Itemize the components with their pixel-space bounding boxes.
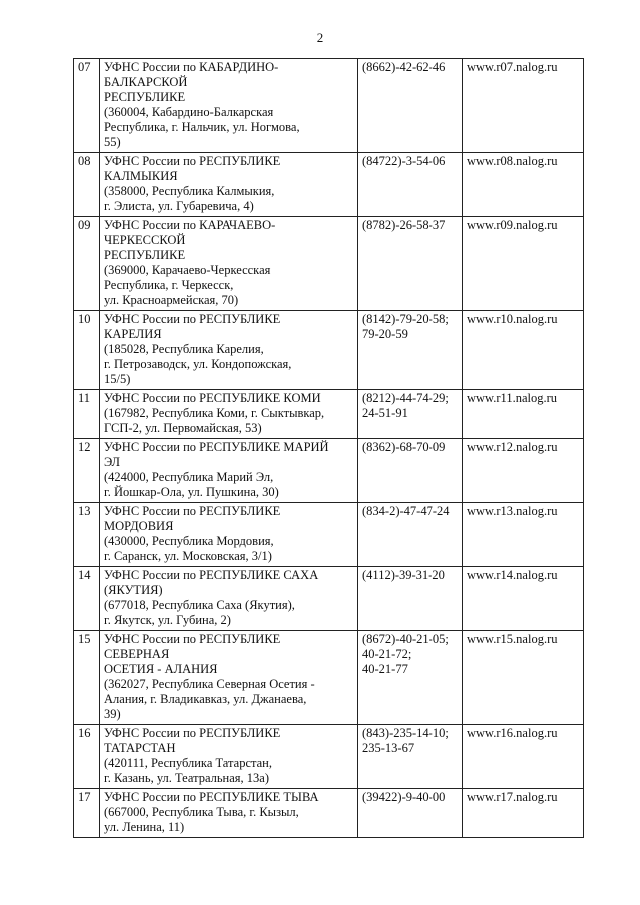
table-row: [74, 567, 584, 631]
phone-cell: [358, 503, 463, 567]
phone-number: (4112)-39-31-20: [362, 568, 445, 582]
office-text-line: (167982, Республика Коми, г. Сыктывкар,: [104, 406, 325, 420]
office-text-line: УФНС России по РЕСПУБЛИКЕ: [104, 632, 281, 646]
office-text-line: РЕСПУБЛИКЕ: [104, 90, 186, 104]
row-number: 09: [74, 217, 100, 311]
office-text-line: (424000, Республика Марий Эл,: [104, 470, 274, 484]
office-text-line: МОРДОВИЯ: [104, 519, 174, 533]
office-text-line: (667000, Республика Тыва, г. Кызыл,: [104, 805, 299, 819]
office-text-line: (185028, Республика Карелия,: [104, 342, 264, 356]
office-text-line: БАЛКАРСКОЙ: [104, 75, 188, 89]
office-text-line: УФНС России по РЕСПУБЛИКЕ: [104, 726, 281, 740]
office-name-address: [100, 725, 358, 789]
office-text-line: СЕВЕРНАЯ: [104, 647, 170, 661]
phone-number: 24-51-91: [362, 406, 408, 420]
table-row: [74, 311, 584, 390]
office-text-line: ул. Красноармейская, 70): [104, 293, 239, 307]
phone-number: (8672)-40-21-05;: [362, 632, 449, 646]
table-row: [74, 439, 584, 503]
table-row: [74, 503, 584, 567]
phone-number: (8142)-79-20-58;: [362, 312, 449, 326]
table-row: [74, 153, 584, 217]
office-text-line: 15/5): [104, 372, 131, 386]
phone-cell: [358, 439, 463, 503]
office-text-line: г. Йошкар-Ола, ул. Пушкина, 30): [104, 485, 279, 499]
office-name-address: [100, 217, 358, 311]
office-text-line: (677018, Республика Саха (Якутия),: [104, 598, 295, 612]
phone-number: (8212)-44-74-29;: [362, 391, 449, 405]
table-row: [74, 725, 584, 789]
phone-number: (8782)-26-58-37: [362, 218, 446, 232]
office-name-address: [100, 390, 358, 439]
office-text-line: УФНС России по РЕСПУБЛИКЕ МАРИЙ: [104, 440, 329, 454]
office-text-line: УФНС России по КАРАЧАЕВО-: [104, 218, 276, 232]
office-name-address: [100, 311, 358, 390]
website-link[interactable]: www.r14.nalog.ru: [463, 567, 584, 631]
row-number: 12: [74, 439, 100, 503]
office-name-address: [100, 503, 358, 567]
office-name-address: [100, 567, 358, 631]
office-name-address: [100, 631, 358, 725]
phone-number: (8662)-42-62-46: [362, 60, 446, 74]
office-text-line: УФНС России по РЕСПУБЛИКЕ САХА: [104, 568, 319, 582]
table-row: [74, 59, 584, 153]
website-link[interactable]: www.r07.nalog.ru: [463, 59, 584, 153]
table-row: [74, 217, 584, 311]
office-name-address: [100, 59, 358, 153]
office-name-address: [100, 789, 358, 838]
office-text-line: (430000, Республика Мордовия,: [104, 534, 274, 548]
office-text-line: УФНС России по РЕСПУБЛИКЕ КОМИ: [104, 391, 321, 405]
office-text-line: ОСЕТИЯ - АЛАНИЯ: [104, 662, 218, 676]
office-text-line: УФНС России по РЕСПУБЛИКЕ ТЫВА: [104, 790, 319, 804]
phone-cell: [358, 567, 463, 631]
phone-cell: [358, 789, 463, 838]
office-text-line: УФНС России по РЕСПУБЛИКЕ: [104, 154, 281, 168]
phone-cell: [358, 153, 463, 217]
phone-cell: [358, 217, 463, 311]
office-text-line: г. Якутск, ул. Губина, 2): [104, 613, 231, 627]
office-text-line: Республика, г. Нальчик, ул. Ногмова,: [104, 120, 300, 134]
table-row: [74, 631, 584, 725]
office-text-line: УФНС России по РЕСПУБЛИКЕ: [104, 312, 281, 326]
office-name-address: [100, 439, 358, 503]
office-text-line: 39): [104, 707, 121, 721]
office-text-line: (ЯКУТИЯ): [104, 583, 163, 597]
row-number: 16: [74, 725, 100, 789]
website-link[interactable]: www.r15.nalog.ru: [463, 631, 584, 725]
phone-number: (84722)-3-54-06: [362, 154, 446, 168]
row-number: 07: [74, 59, 100, 153]
row-number: 14: [74, 567, 100, 631]
website-link[interactable]: www.r08.nalog.ru: [463, 153, 584, 217]
website-link[interactable]: www.r17.nalog.ru: [463, 789, 584, 838]
office-text-line: (420111, Республика Татарстан,: [104, 756, 272, 770]
office-text-line: г. Элиста, ул. Губаревича, 4): [104, 199, 254, 213]
table-row: [74, 390, 584, 439]
phone-number: (8362)-68-70-09: [362, 440, 446, 454]
website-link[interactable]: www.r16.nalog.ru: [463, 725, 584, 789]
website-link[interactable]: www.r11.nalog.ru: [463, 390, 584, 439]
website-link[interactable]: www.r09.nalog.ru: [463, 217, 584, 311]
office-text-line: ЧЕРКЕССКОЙ: [104, 233, 186, 247]
phone-number: 40-21-72;: [362, 647, 412, 661]
row-number: 17: [74, 789, 100, 838]
phone-cell: [358, 59, 463, 153]
office-name-address: [100, 153, 358, 217]
office-text-line: РЕСПУБЛИКЕ: [104, 248, 186, 262]
phone-cell: [358, 725, 463, 789]
website-link[interactable]: www.r13.nalog.ru: [463, 503, 584, 567]
office-text-line: КАЛМЫКИЯ: [104, 169, 178, 183]
row-number: 13: [74, 503, 100, 567]
row-number: 10: [74, 311, 100, 390]
page-number: 2: [316, 30, 324, 45]
office-text-line: г. Саранск, ул. Московская, 3/1): [104, 549, 272, 563]
office-text-line: (360004, Кабардино-Балкарская: [104, 105, 274, 119]
office-text-line: Республика, г. Черкесск,: [104, 278, 234, 292]
phone-number: (834-2)-47-47-24: [362, 504, 450, 518]
phone-cell: [358, 311, 463, 390]
phone-number: (39422)-9-40-00: [362, 790, 446, 804]
phone-number: 79-20-59: [362, 327, 408, 341]
office-text-line: г. Петрозаводск, ул. Кондопожская,: [104, 357, 292, 371]
phone-number: 40-21-77: [362, 662, 408, 676]
office-text-line: (369000, Карачаево-Черкесская: [104, 263, 271, 277]
office-text-line: ГСП-2, ул. Первомайская, 53): [104, 421, 262, 435]
row-number: 15: [74, 631, 100, 725]
website-link[interactable]: www.r12.nalog.ru: [463, 439, 584, 503]
office-text-line: (362027, Республика Северная Осетия -: [104, 677, 315, 691]
table-body: [74, 59, 584, 838]
office-text-line: ул. Ленина, 11): [104, 820, 185, 834]
ufns-contacts-table: [73, 58, 584, 838]
office-text-line: КАРЕЛИЯ: [104, 327, 162, 341]
phone-cell: [358, 631, 463, 725]
office-text-line: (358000, Республика Калмыкия,: [104, 184, 275, 198]
phone-number: 235-13-67: [362, 741, 415, 755]
office-text-line: 55): [104, 135, 121, 149]
phone-number: (843)-235-14-10;: [362, 726, 449, 740]
office-text-line: ЭЛ: [104, 455, 120, 469]
office-text-line: г. Казань, ул. Театральная, 13а): [104, 771, 269, 785]
row-number: 08: [74, 153, 100, 217]
website-link[interactable]: www.r10.nalog.ru: [463, 311, 584, 390]
phone-cell: [358, 390, 463, 439]
office-text-line: ТАТАРСТАН: [104, 741, 176, 755]
table-row: [74, 789, 584, 838]
office-text-line: УФНС России по РЕСПУБЛИКЕ: [104, 504, 281, 518]
office-text-line: Алания, г. Владикавказ, ул. Джанаева,: [104, 692, 307, 706]
office-text-line: УФНС России по КАБАРДИНО-: [104, 60, 279, 74]
row-number: 11: [74, 390, 100, 439]
